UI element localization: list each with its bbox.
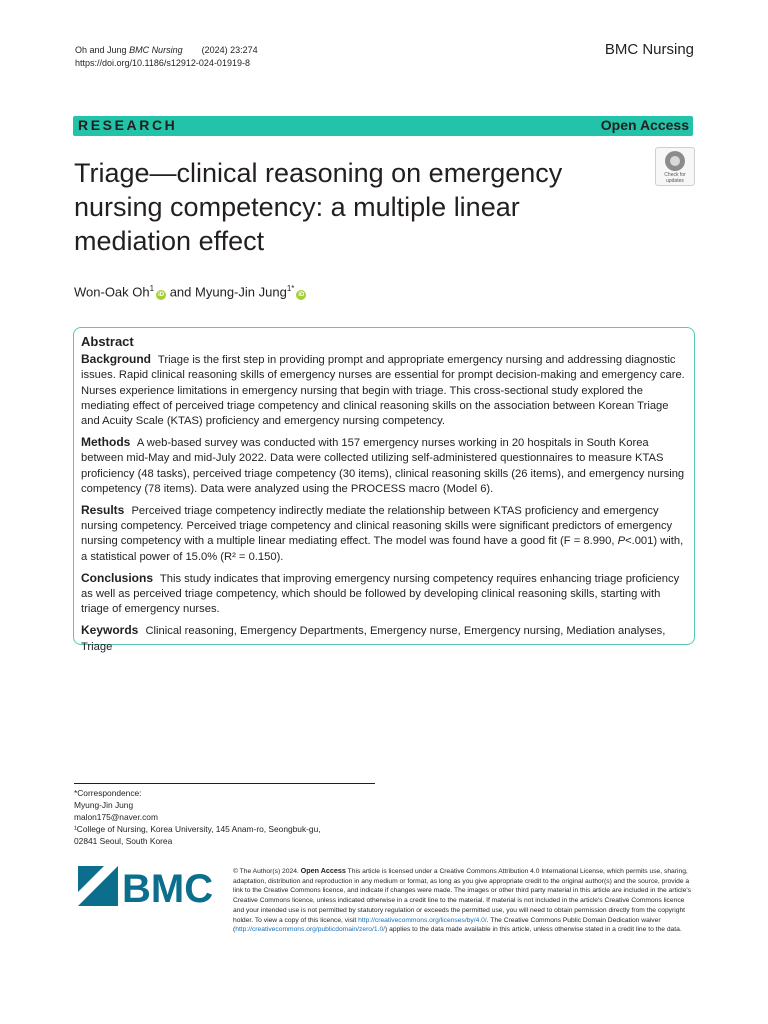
citation-line [75,44,258,57]
license-text: . The Creative Commons Public Domain Dedication waiver ( [233,916,661,934]
affiliation-marker: 1 [149,284,155,293]
affiliation-line: 02841 Seoul, South Korea [74,836,173,846]
license-statement [233,866,695,935]
check-updates-text: Check for updates [664,172,686,184]
results-text-end: <.001) with, a statistical power of 15.0% (R² = 0.150). [81,535,684,563]
article-type-banner [73,116,693,136]
affiliation-marker: 1* [286,284,295,293]
title-line-3: mediation effect [74,226,265,256]
header-authors: Oh and Jung [75,45,127,55]
abstract-heading: Abstract [81,334,134,349]
author-connector: and [169,284,192,300]
title-line-2: nursing competency: a multiple linear [74,192,520,222]
keywords-text: Clinical reasoning, Emergency Departments, Emergency nurse, Emergency nursing, Mediation analyses, Triage [81,625,666,653]
abstract-methods [81,435,687,497]
keywords-label: Keywords [81,623,139,638]
author-list [74,284,306,300]
correspondence-footnote [74,787,321,847]
correspondence-email[interactable]: malon175@naver.com [74,812,158,822]
methods-label: Methods [81,435,131,450]
abstract-results [81,503,687,565]
license-text: This article is licensed under a Creative Commons Attribution 4.0 International License, which permits use, sharing, adaptation, distribution and reproduction in any medium or format, as long as you give appropriate credit to the original author(s) and the source, provide a link to the Creative Commons licence, and indicate if changes were made. The images or other third party material in this article are included in the article's Creative Commons licence, unless indicated otherwise in a credit line to the material. If material is not included in the article's Creative Commons licence and your intended use is not permitted by statutory regulation or exceeds the permitted use, you will need to obtain permission directly from the copyright holder. To view a copy of this licence, visit [233,868,691,924]
abstract-background [81,352,687,429]
cc-by-link[interactable]: http://creativecommons.org/licenses/by/4.0/ [358,916,487,924]
orcid-icon[interactable]: iD [158,292,165,299]
orcid-icon[interactable]: iD [298,292,305,299]
p-value-symbol: P [617,535,626,548]
methods-text: A web-based survey was conducted with 157 emergency nurses working in 20 hospitals in South Korea between mid-May and mid-July 2022. Data were collected utilizing self-administered questionnaires to measure KTAS proficiency (48 tasks), perceived triage competency (30 items), clinical reasoning skills (26 items), and emergency nursing competency (78 items). Data were analyzed using the PROCESS macro (Model 6). [81,437,685,495]
check-updates-icon [665,151,685,171]
article-title [74,156,614,258]
abstract-keywords [81,623,687,654]
journal-name: BMC Nursing [604,41,694,58]
conclusions-label: Conclusions [81,570,154,585]
doi-link[interactable]: https://doi.org/10.1186/s12912-024-01919-8 [75,58,250,68]
running-header [75,44,258,70]
conclusions-text: This study indicates that improving emergency nursing competency requires enhancing triage proficiency as well as perceived triage competency, which should be followed by developing clinical reasoning skills, starting with triage of emergency nurses. [81,572,680,616]
results-label: Results [81,503,125,518]
correspondence-name: Myung-Jin Jung [74,800,134,810]
logo-text: BMC [122,867,214,906]
cc-zero-link[interactable]: http://creativecommons.org/publicdomain/zero/1.0/ [235,926,386,934]
results-text: Perceived triage competency indirectly mediate the relationship between KTAS proficiency and emergency nursing competency. Perceived triage competency and clinical reasoning skills were significant predictors of emergency nursing competency with a multiple linear mediating effect. The model was found have a good fit (F = 8.990, [81,505,673,548]
background-label: Background [81,352,152,367]
license-open-access: Open Access [300,866,346,875]
author-name: Won-Oak Oh [74,284,150,300]
title-line-1: Triage—clinical reasoning on emergency [74,158,563,188]
footnote-divider [74,783,375,784]
correspondence-label: *Correspondence: [74,788,142,798]
open-access-label: Open Access [600,117,689,133]
affiliation-line: ¹College of Nursing, Korea University, 145 Anam-ro, Seongbuk-gu, [74,824,321,834]
abstract-conclusions [81,571,687,618]
copyright-text: © The Author(s) 2024. [233,868,299,875]
header-citation: (2024) 23:274 [201,45,258,55]
abstract-box [73,327,695,653]
header-journal: BMC Nursing [129,45,183,55]
license-text: ) applies to the data made available in this article, unless otherwise stated in a credit line to the data. [385,926,682,934]
article-type-label: RESEARCH [78,117,178,133]
bmc-logo [78,866,214,906]
check-for-updates-button[interactable] [655,147,695,186]
background-text: Triage is the first step in providing prompt and appropriate emergency nursing and addressing diagnostic issues. Rapid clinical reasoning skills of emergency nurses are essential for prompt decision-making and emergency care. Nurses experience limitations in emergency nursing that begin with triage. This cross-sectional study explored the mediating effect of perceived triage competency and clinical reasoning skills on the association between Korean Triage and Acuity Scale (KTAS) proficiency and emergency nursing competency. [81,354,685,428]
author-name: Myung-Jin Jung [195,284,287,300]
